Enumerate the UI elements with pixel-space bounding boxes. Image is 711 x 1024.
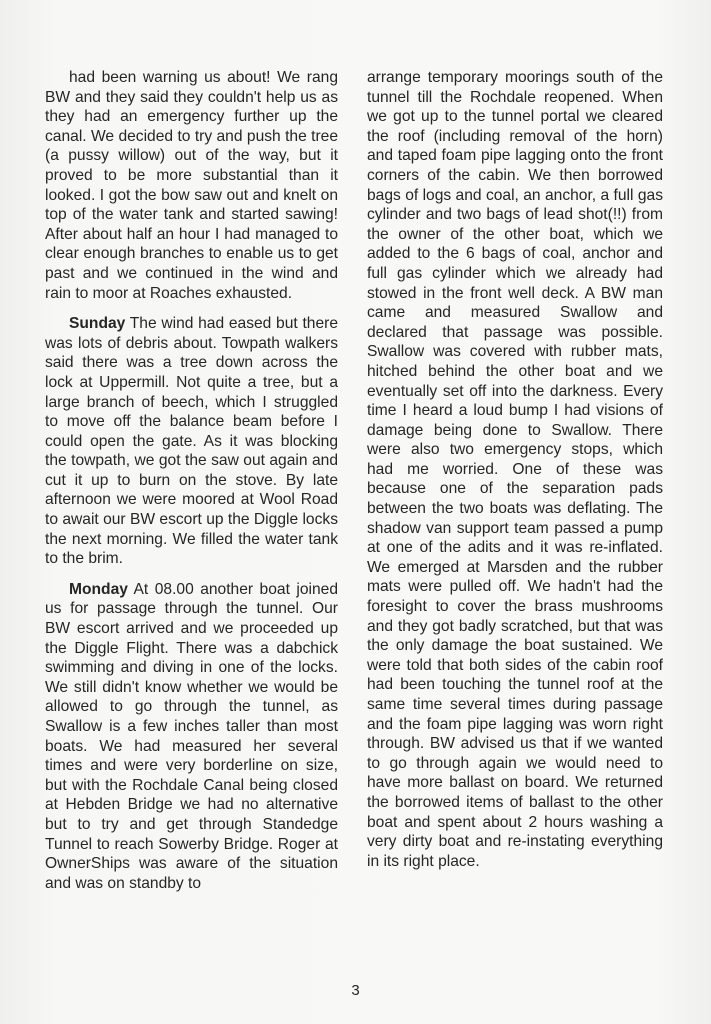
paragraph-intro — [45, 68, 338, 303]
paragraph-tunnel — [367, 68, 663, 871]
paragraph-text: had been warning us about! We rang BW and they said they couldn't help us as they had an emergency further up the canal. We decided to try and push the tree (a pussy willow) out of the way, but it proved to be more substantial than it looked. I got the bow saw out and knelt on top of the water tank and started sawing! After about half an hour I had managed to clear enough branches to enable us to get past and we continued in the wind and rain to moor at Roaches exhausted. — [45, 69, 338, 302]
left-column — [45, 68, 338, 904]
right-column — [367, 68, 663, 882]
day-heading-monday: Monday — [69, 580, 128, 598]
paragraph-monday — [45, 580, 338, 894]
paragraph-sunday — [45, 314, 338, 569]
day-heading-sunday: Sunday — [69, 315, 126, 333]
paragraph-text: The wind had eased but there was lots of debris about. Towpath walkers said there was a tree down across the lock at Uppermill. Not quite a tree, but a large branch of beech, which I struggled to move off the balance beam before I could open the gate. As it was blocking the towpath, we got the saw out again and cut it up to burn on the stove. By late afternoon we were moored at Wool Road to await our BW escort up the Diggle locks the next morning. We filled the water tank to the brim. — [45, 315, 338, 568]
page-number: 3 — [351, 982, 360, 999]
paragraph-text: At 08.00 another boat joined us for passage through the tunnel. Our BW escort arrived and we proceeded up the Diggle Flight. There was a dabchick swimming and diving in one of the locks. We still didn't know whether we would be allowed to go through the tunnel, as Swallow is a few inches taller than most boats. We had measured her several times and were very borderline on size, but with the Rochdale Canal being closed at Hebden Bridge we had no alternative but to try and get through Standedge Tunnel to reach Sowerby Bridge. Roger at OwnerShips was aware of the situation and was on standby to — [45, 580, 338, 892]
paragraph-text: arrange temporary moorings south of the tunnel till the Rochdale reopened. When we got up to the tunnel portal we cleared the roof (including removal of the horn) and taped foam pipe lagging onto the front corners of the cabin. We then borrowed bags of logs and coal, an anchor, a full gas cylinder and two bags of lead shot(!!) from the owner of the other boat, which we added to the 6 bags of coal, anchor and full gas cylinder which we already had stowed in the front well deck. A BW man came and measured Swallow and declared that passage was possible. Swallow was covered with rubber mats, hitched behind the other boat and we eventually set off into the darkness. Every time I heard a loud bump I had visions of damage being done to Swallow. There were also two emergency stops, which had me worried. One of these was because one of the separation pads between the two boats was deflating. The shadow van support team passed a pump at one of the adits and it was re-inflated. We emerged at Marsden and the rubber mats were pulled off. We hadn't had the foresight to cover the brass mushrooms and they got badly scratched, but that was the only damage the boat sustained. We were told that both sides of the cabin roof had been touching the tunnel roof at the same time several times during passage and the foam pipe lagging was worn right through. BW advised us that if we wanted to go through again we would need to have more ballast on board. We returned the borrowed items of ballast to the other boat and spent about 2 hours washing a very dirty boat and re-instating everything in its right place. — [367, 69, 663, 870]
